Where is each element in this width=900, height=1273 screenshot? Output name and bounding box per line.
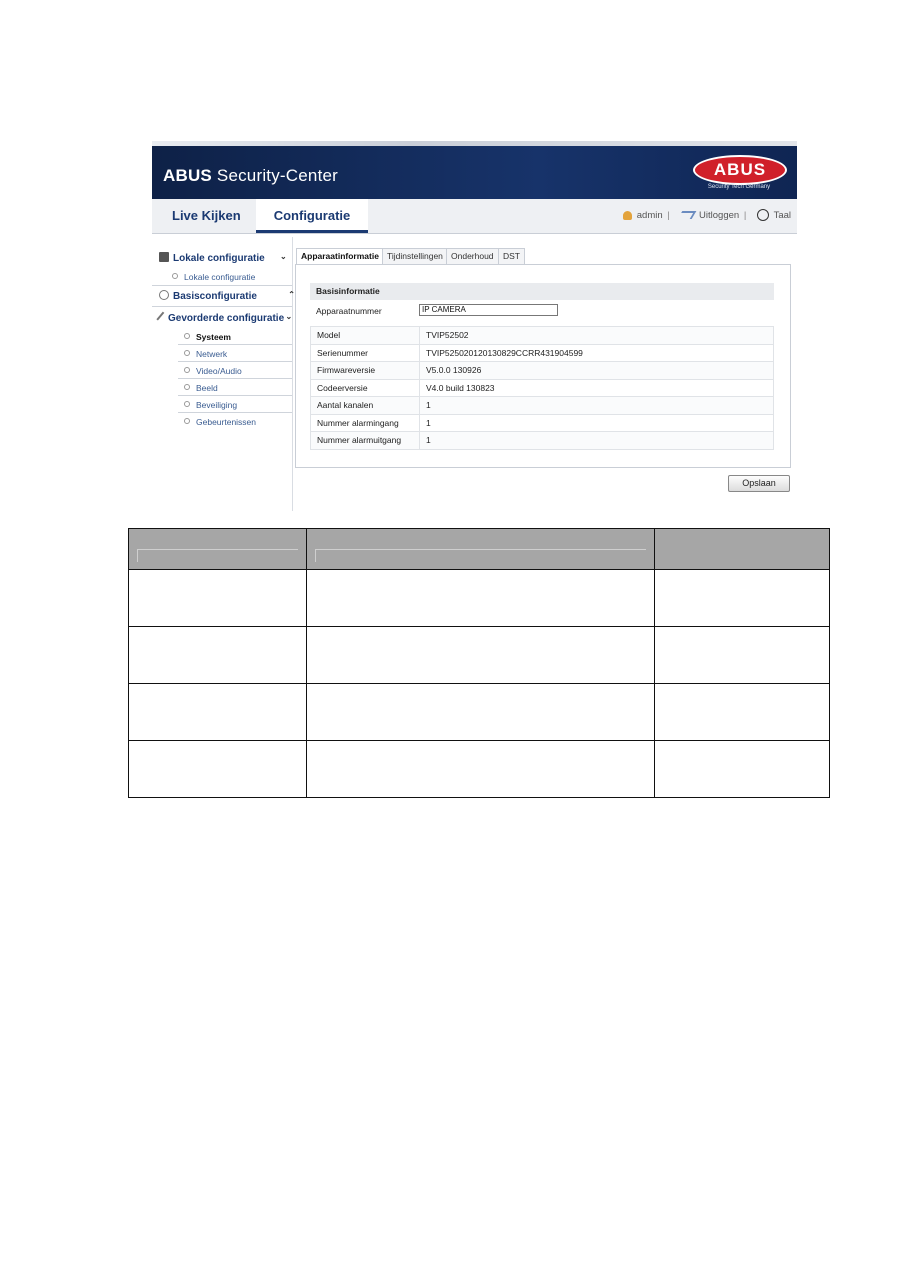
tab-device-info[interactable]: Apparaatinformatie (296, 248, 384, 265)
sidebar-advanced-config[interactable]: Gevorderde configuratie ⌄ (159, 312, 284, 324)
table-row: Codeerversie V4.0 build 130823 (311, 379, 774, 397)
sidebar-item-beveiliging[interactable]: Beveiliging (184, 400, 237, 410)
section-title: Basisinformatie (310, 283, 774, 300)
chevron-down-icon: ⌄ (279, 252, 287, 261)
user-bar: admin | Uitloggen | Taal (621, 199, 791, 233)
document-table (128, 528, 830, 798)
device-number-input[interactable]: IP CAMERA (419, 304, 558, 316)
local-config-icon (159, 252, 169, 262)
table-row: Serienummer TVIP525020120130829CCRR431904599 (311, 344, 774, 362)
save-button[interactable]: Opslaan (728, 475, 790, 492)
app-title: ABUS Security-Center (163, 166, 339, 185)
table-row (129, 684, 830, 741)
table-row (129, 627, 830, 684)
table-row: Firmwareversie V5.0.0 130926 (311, 362, 774, 380)
table-row: Nummer alarmuitgang 1 (311, 432, 774, 450)
tab-live-view[interactable]: Live Kijken (172, 208, 241, 223)
header-banner (152, 146, 797, 199)
table-row: Aantal kanalen 1 (311, 397, 774, 415)
logout-link[interactable]: Uitloggen (699, 210, 740, 221)
device-info-table (310, 326, 774, 450)
logo-subtitle: Security Tech Germany (707, 184, 771, 190)
logo-text: ABUS (693, 155, 787, 185)
sidebar (152, 237, 293, 511)
table-row (129, 741, 830, 798)
sidebar-item-video-audio[interactable]: Video/Audio (184, 366, 242, 376)
tab-time-settings[interactable]: Tijdinstellingen (382, 248, 448, 264)
table-row: Nummer alarmingang 1 (311, 414, 774, 432)
sidebar-local-config[interactable]: Lokale configuratie ⌄ (159, 252, 265, 264)
sidebar-item-beeld[interactable]: Beeld (184, 383, 218, 393)
abus-logo (693, 155, 785, 193)
sidebar-item-netwerk[interactable]: Netwerk (184, 349, 227, 359)
user-name[interactable]: admin (636, 210, 663, 221)
wrench-icon (156, 312, 166, 323)
chevron-down-icon: ⌄ (285, 312, 293, 321)
device-info-panel (295, 264, 791, 468)
table-row: Model TVIP52502 (311, 327, 774, 345)
language-link[interactable]: Taal (773, 210, 791, 221)
sidebar-item-systeem[interactable]: Systeem (184, 332, 231, 342)
screenshot (152, 141, 797, 511)
basic-config-icon (159, 290, 169, 300)
table-row (129, 570, 830, 627)
sidebar-basic-config[interactable]: Basisconfiguratie ⌃ (159, 290, 257, 302)
device-number-label: Apparaatnummer (316, 306, 382, 316)
tab-dst[interactable]: DST (498, 248, 525, 264)
globe-icon (757, 209, 769, 221)
tab-maintenance[interactable]: Onderhoud (446, 248, 499, 264)
table-header-row (129, 529, 830, 570)
tab-configuration[interactable]: Configuratie (256, 199, 368, 233)
sidebar-item-gebeurtenissen[interactable]: Gebeurtenissen (184, 417, 256, 427)
user-icon (623, 211, 632, 220)
main-nav (152, 199, 797, 234)
sidebar-item-local-config[interactable]: Lokale configuratie (172, 272, 255, 282)
logout-icon (678, 211, 697, 219)
chevron-up-icon: ⌃ (288, 290, 295, 299)
